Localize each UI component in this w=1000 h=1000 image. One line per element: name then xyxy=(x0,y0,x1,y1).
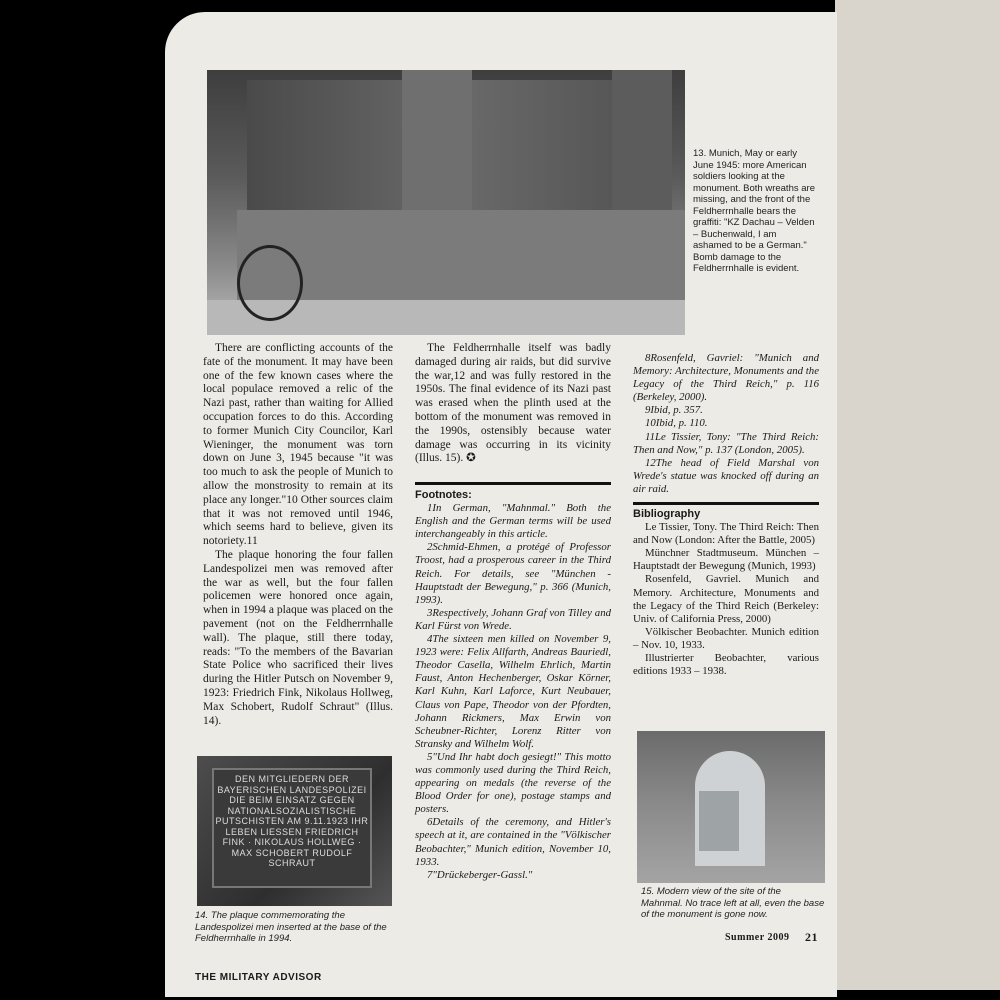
footnote: 3Respectively, Johann Graf von Tilley and Karl Fürst von Wrede. xyxy=(415,606,611,632)
caption-14: 14. The plaque commemorating the Landespolizei men inserted at the base of the Feldherrnhalle in 1994. xyxy=(195,910,387,944)
divider xyxy=(415,482,611,485)
magazine-title: THE MILITARY ADVISOR xyxy=(195,972,322,983)
column-3-footnotes xyxy=(633,352,819,496)
paragraph: The plaque honoring the four fallen Landespolizei men was removed after the war as well, but the four fallen policemen were honored once again, when in 1994 a plaque was placed on the pavement (not on the Feldherrnhalle wall). The plaque, still there today, reads: "To the members of the Bavarian State Police who sacrificed their lives during the Hitler Putsch on November 9, 1923: Friedrich Fink, Nikolaus Hollweg, Max Schobert, Rudolf Schraut" (Illus. 14). xyxy=(203,548,393,727)
footnote: 5"Und Ihr habt doch gesiegt!" This motto was commonly used during the Third Reich, appearing on medals (the reverse of the Blood Order for one), postage stamps and posters. xyxy=(415,750,611,816)
photo-feldherrnhalle-1945 xyxy=(207,70,685,335)
footnotes-heading: Footnotes: xyxy=(415,489,472,501)
footnote: 1In German, "Mahnmal." Both the English and the German terms will be used interchangeably in this article. xyxy=(415,502,611,541)
column-1 xyxy=(203,342,393,728)
paragraph: The Feldherrnhalle itself was badly damaged during air raids, but did survive the war,12 and was fully restored in the 1950s. The final evidence of its Nazi past was erased when the plinth used at the bottom of the monument was removed in the 1990s, ostensibly because water damage was occurring in its vicinity (Illus. 15). ✪ xyxy=(415,342,611,465)
caption-15: 15. Modern view of the site of the Mahnmal. No trace left at all, even the base of the monument is gone now. xyxy=(641,886,825,920)
page-number: 21 xyxy=(805,930,818,944)
bibliography-entry: Le Tissier, Tony. The Third Reich: Then and Now (London: After the Battle, 2005) xyxy=(633,521,819,547)
plaque-inscription: DEN MITGLIEDERN DER BAYERISCHEN LANDESPOLIZEI DIE BEIM EINSATZ GEGEN NATIONALSOZIALISTISCHE PUTSCHISTEN AM 9.11.1923 IHR LEBEN LIESSEN FRIEDRICH FINK · NIKOLAUS HOLLWEG · MAX SCHOBERT RUDOLF SCHRAUT xyxy=(212,768,372,888)
background-table xyxy=(835,0,1000,990)
bibliography-heading: Bibliography xyxy=(633,508,701,520)
bibliography-entry: Münchner Stadtmuseum. München –Hauptstadt der Bewegung (Munich, 1993) xyxy=(633,547,819,573)
footnote: 9Ibid, p. 357. xyxy=(645,404,703,417)
photo-modern-site xyxy=(637,731,825,883)
footnote: 7"Drückeberger-Gassl." xyxy=(427,868,533,881)
footnote: 2Schmid-Ehmen, a protégé of Professor Troost, had a prosperous career in the Third Reich. For details, see "München - Hauptstadt der Bewegung," p. 366 (Munich, 1993). xyxy=(415,541,611,606)
issue-date: Summer 2009 xyxy=(725,932,790,943)
column-2 xyxy=(415,342,611,466)
footnote: 12The head of Field Marshal von Wrede's statue was knocked off during an air raid. xyxy=(633,456,819,495)
bibliography-entry: Rosenfeld, Gavriel. Munich and Memory. Architecture, Monuments and the Legacy of the Third Reich (Berkeley: Univ. of California Press, 2000) xyxy=(633,573,819,625)
footnotes xyxy=(415,489,611,882)
bibliography-entry: Illustrierter Beobachter, various editions 1933 – 1938. xyxy=(633,652,819,678)
footnote: 10Ibid, p. 110. xyxy=(645,417,708,430)
footnote: 11Le Tissier, Tony: "The Third Reich: Then and Now," p. 137 (London, 2005). xyxy=(633,430,819,456)
bibliography-entry: Völkischer Beobachter. Munich edition – Nov. 10, 1933. xyxy=(633,625,819,651)
divider xyxy=(633,502,819,505)
paragraph: There are conflicting accounts of the fate of the monument. It may have been one of the few known cases where the local populace removed a relic of the Nazi past, rather than waiting for Allied occupation forces to do this. According to former Munich City Councilor, Karl Wieninger, the monument was torn down on June 3, 1945 because "it was too much to ask the people of Munich to allow the monstrosity to remain at its place any longer."10 Other sources claim that it was not removed until 1946, which seems hard to believe, given its notoriety.11 xyxy=(203,342,393,548)
bibliography xyxy=(633,508,819,678)
caption-13: 13. Munich, May or early June 1945: more American soldiers looking at the monument. Both wreaths are missing, and the front of the Feldherrnhalle bears the graffiti: "KZ Dachau – Velden – Buchenwald, I am ashamed to be a German." Bomb damage to the Feldherrnhalle is evident. xyxy=(693,148,815,274)
footnote: 4The sixteen men killed on November 9, 1923 were: Felix Allfarth, Andreas Bauriedl, Theodor Casella, Wilhelm Ehrlich, Martin Faust, Anton Hechenberger, Oskar Körner, Karl Kuhn, Karl Laforce, Kurt Neubauer, Claus von Pape, Theodor von der Pfordten, Johann Rickmers, Max Erwin von Scheubner-Richter, Lorenz Ritter von Stransky and Wilhelm Wolf. xyxy=(415,633,611,750)
footnote: 8Rosenfeld, Gavriel: "Munich and Memory: Architecture, Monuments and the Legacy of the Third Reich," p. 116 (Berkeley, 2000). xyxy=(633,352,819,404)
magazine-page xyxy=(165,12,837,997)
photo-plaque xyxy=(197,756,392,906)
footnote: 6Details of the ceremony, and Hitler's speech at it, are contained in the "Völkischer Beobachter," Munich edition, November 10, 1933. xyxy=(415,816,611,868)
